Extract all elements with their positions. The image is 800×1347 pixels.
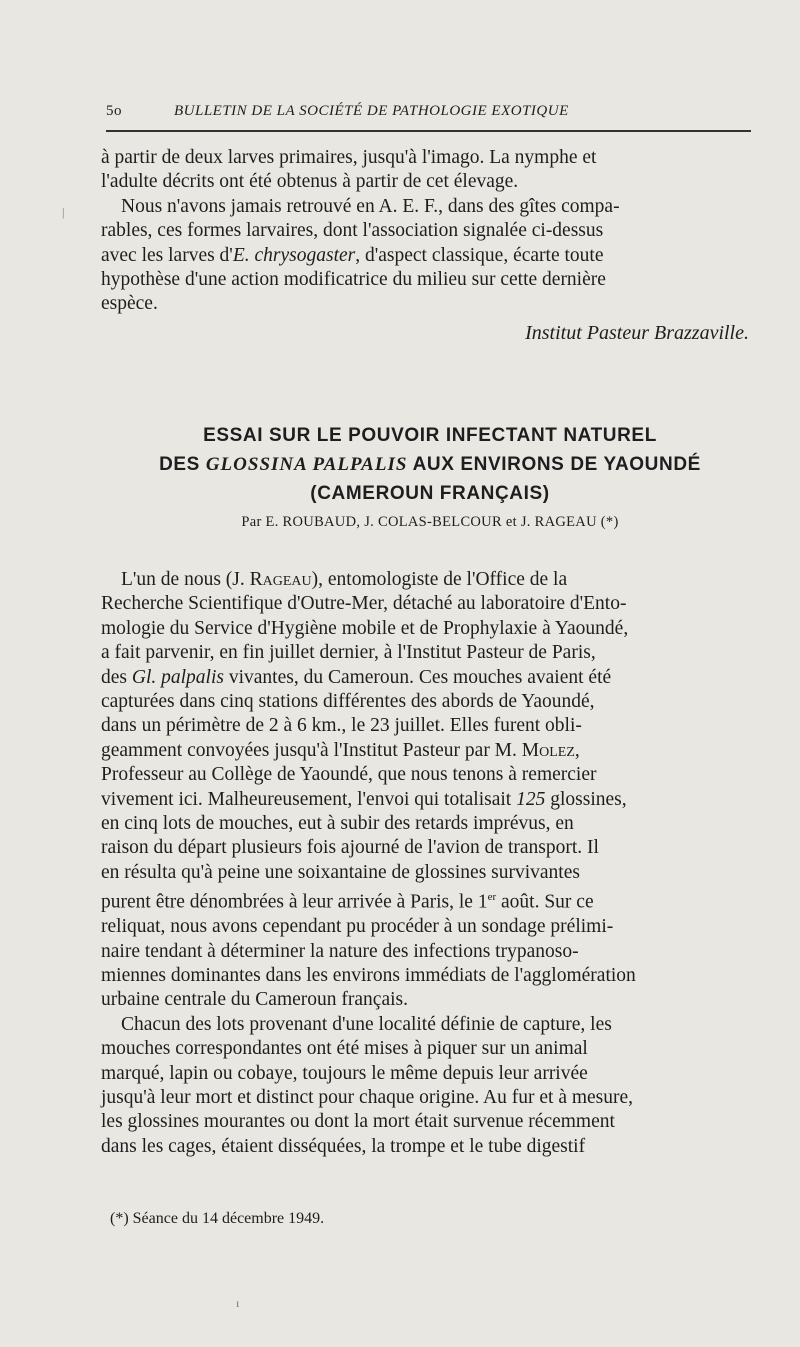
text-line: miennes dominantes dans les environs immédiats de l'agglomération [101, 965, 636, 986]
glossine-count: 125 [516, 788, 546, 810]
text-line: hypothèse d'une action modificatrice du milieu sur cette dernière [101, 269, 606, 291]
print-speck: | [62, 205, 65, 219]
text-line: vivement ici. Malheureusement, l'envoi qui totalisait 125 glossines, [101, 788, 627, 810]
continuation-text [101, 146, 761, 317]
title-line: DES GLOSSINA PALPALIS AUX ENVIRONS DE YAOUNDÉ [159, 454, 701, 475]
text-line: marqué, lapin ou cobaye, toujours le même depuis leur arrivée [101, 1062, 588, 1084]
text-line: en cinq lots de mouches, eut à subir des retards imprévus, en [101, 813, 574, 835]
header-rule [106, 130, 751, 132]
title-line: (CAMEROUN FRANÇAIS) [310, 483, 550, 504]
species-name: E. chrysogaster [232, 244, 356, 266]
text-line: Chacun des lots provenant d'une localité définie de capture, les [121, 1013, 612, 1035]
print-speck: ı [236, 1296, 240, 1310]
page-number: 5o [106, 103, 122, 119]
text-line: mologie du Service d'Hygiène mobile et de Prophylaxie à Yaoundé, [101, 617, 629, 639]
species-name: Gl. palpalis [131, 666, 224, 688]
text-line: l'adulte décrits ont été obtenus à partir de cet élevage. [101, 171, 519, 193]
article-authors: Par E. ROUBAUD, J. COLAS-BELCOUR et J. RAGEAU (*) [241, 514, 619, 530]
text-line: dans un périmètre de 2 à 6 km., le 23 juillet. Elles furent obli- [101, 715, 582, 737]
text-line: jusqu'à leur mort et distinct pour chaque origine. Au fur et à mesure, [101, 1087, 634, 1109]
running-title: BULLETIN DE LA SOCIÉTÉ DE PATHOLOGIE EXOTIQUE [174, 103, 569, 119]
footnote: (*) Séance du 14 décembre 1949. [110, 1210, 325, 1227]
text-line: dans les cages, étaient disséquées, la trompe et le tube digestif [101, 1135, 586, 1157]
text-line: espèce. [101, 293, 158, 315]
text-line: naire tendant à déterminer la nature des infections trypanoso- [101, 940, 579, 962]
text-line: geamment convoyées jusqu'à l'Institut Pasteur par M. Molez, [101, 739, 580, 761]
text-line: raison du départ plusieurs fois ajourné de l'avion de transport. Il [101, 837, 599, 859]
text-line: urbaine centrale du Cameroun français. [101, 989, 408, 1011]
text-line: Recherche Scientifique d'Outre-Mer, détaché au laboratoire d'Ento- [101, 593, 627, 615]
text-line: Nous n'avons jamais retrouvé en A. E. F., dans des gîtes compa- [121, 195, 620, 217]
text-line: a fait parvenir, en fin juillet dernier, à l'Institut Pasteur de Paris, [101, 642, 596, 664]
author-name: Rageau [249, 569, 312, 590]
text-line: des Gl. palpalis vivantes, du Cameroun. Ces mouches avaient été [101, 666, 612, 688]
title-line: ESSAI SUR LE POUVOIR INFECTANT NATUREL [203, 425, 657, 446]
text-line: Professeur au Collège de Yaoundé, que nous tenons à remercier [101, 764, 597, 786]
person-name: Molez [521, 739, 575, 761]
text-line: les glossines mourantes ou dont la mort était survenue récemment [101, 1111, 615, 1133]
text-line: purent être dénombrées à leur arrivée à Paris, le 1er août. Sur ce [101, 891, 594, 913]
text-line: en résulta qu'à peine une soixantaine de glossines survivantes [101, 861, 580, 883]
text-line: rables, ces formes larvaires, dont l'association signalée ci-dessus [101, 220, 604, 242]
article-body [101, 568, 761, 1159]
text-line: capturées dans cinq stations différentes des abords de Yaoundé, [101, 691, 595, 713]
title-species: GLOSSINA PALPALIS [205, 454, 408, 475]
article-title [100, 421, 760, 508]
text-line: L'un de nous (J. Rageau), entomologiste de l'Office de la [121, 569, 568, 590]
text-line: à partir de deux larves primaires, jusqu'à l'imago. La nymphe et [101, 147, 597, 168]
institution-signature: Institut Pasteur Brazzaville. [525, 322, 749, 344]
text-line: mouches correspondantes ont été mises à piquer sur un animal [101, 1038, 588, 1060]
text-line: avec les larves d'E. chrysogaster, d'aspect classique, écarte toute [101, 244, 604, 266]
text-line: reliquat, nous avons cependant pu procéder à un sondage prélimi- [101, 916, 614, 938]
